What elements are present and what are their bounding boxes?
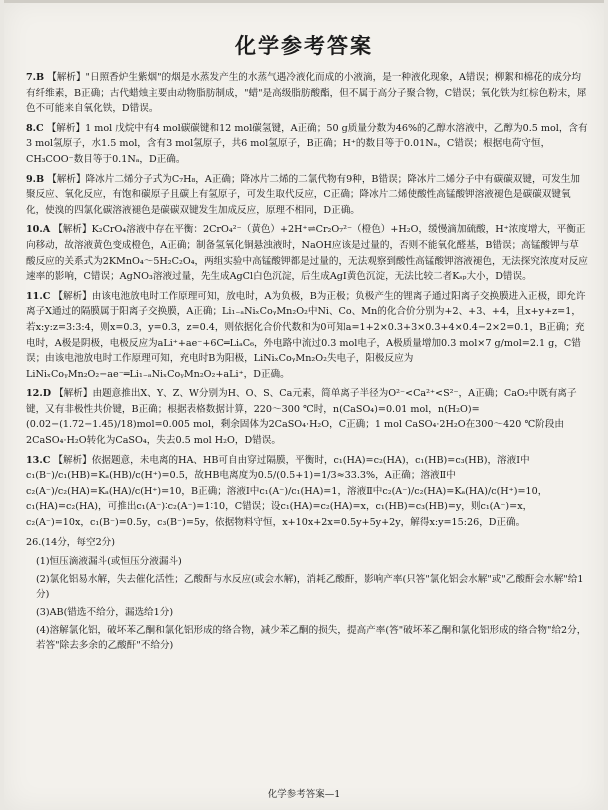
page-footer: 化学参考答案—1	[267, 789, 341, 800]
q26-subanswer: (3)AB(错选不给分，漏选给1分)	[36, 607, 174, 618]
question-number: 12.D	[26, 388, 52, 400]
answer-item	[26, 121, 588, 168]
question-number: 9.B	[26, 173, 45, 185]
question-number: 7.B	[26, 72, 45, 83]
page-title: 化学参考答案	[235, 34, 373, 58]
answer-content	[26, 70, 588, 656]
answer-text: 【解析】1 mol 戊烷中有4 mol碳碳键和12 mol碳氢键，A正确；50 g质量分数为46%的乙醇水溶液中，乙醇为0.5 mol，含有3 mol氢原子，水1.5 mol，含有3 mol氢原子，共6 mol氢原子，B正确；H⁺的数目等于0.01Nₐ，C错误；根据电荷守恒，CH₃COO⁻数目等于0.1Nₐ，D正确。	[26, 122, 588, 165]
question-number: 8.C	[26, 122, 44, 134]
answer-text: 【解析】依据题意，未电离的HA、HB可自由穿过隔膜，平衡时，c₁(HA)=c₂(HA)，c₁(HB)=c₃(HB)，溶液Ⅰ中c₁(B⁻)/c₁(HB)=Kₐ(HB)/c(H⁺)=0.5，故HB电离度为0.5/(0.5+1)=1/3≈33.3%，A正确；溶液Ⅱ中c₂(A⁻)/c₂(HA)=Kₐ(HA)/c(H⁺)=10，B正确；溶液Ⅰ中c₁(A⁻)/c₁(HA)=1，溶液Ⅱ中c₂(A⁻)/c₂(HA)=Kₐ(HA)/c(H⁺)=10，c₁(HA)=c₂(HA)，可推出c₁(A⁻)∶c₂(A⁻)=1∶10，C错误；设c₁(HA)=c₂(HA)=x，c₁(HB)=c₃(HB)=y，则c₁(A⁻)=x，c₂(A⁻)=10x，c₁(B⁻)=0.5y，c₃(B⁻)=5y，依据物料守恒，x+10x+2x=0.5y+5y+2y，解得x:y=15:26，D正确。	[26, 454, 548, 529]
answer-text: 【解析】降冰片二烯分子式为C₇H₈，A正确；降冰片二烯的二氯代物有9种，B错误；降冰片二烯分子中有碳碳双键，可发生加聚反应、氧化反应，有饱和碳原子且碳上有氢原子，可发生取代反应，C正确；降冰片二烯使酸性高锰酸钾溶液褪色是碳碳双键氧化，使溴的四氯化碳溶液褪色是碳碳双键发生加成反应，原理不相同，D正确。	[26, 173, 580, 216]
q26-subanswer: (4)溶解氯化铝，破坏苯乙酮和氯化铝形成的络合物，减少苯乙酮的损失，提高产率(答"破坏苯乙酮和氯化铝形成的络合物"给2分，若答"除去多余的乙酸酐"不给分)	[36, 624, 587, 652]
scan-top-edge	[4, 0, 604, 3]
answer-item	[26, 453, 588, 531]
answer-text: 【解析】K₂CrO₄溶液中存在平衡：2CrO₄²⁻（黄色）+2H⁺⇌Cr₂O₇²⁻（橙色）+H₂O，缓慢滴加硫酸，H⁺浓度增大，平衡正向移动，故溶液黄色变成橙色，A正确；制备氢氧化铜悬浊液时，NaOH应该是过量的，否则不能氧化醛基，B错误；高锰酸钾与草酸反应的关系式为2KMnO₄～5H₂C₂O₄，两组实验中高锰酸钾都是过量的，无法观察到酸性高锰酸钾溶液褪色，无法探究浓度对反应速率的影响，C错误；AgNO₃溶液过量，先生成AgCl白色沉淀，后生成AgI黄色沉淀，无法比较二者Kₛₚ大小，D错误。	[26, 224, 588, 283]
answer-item	[26, 70, 588, 117]
answer-text: 【解析】由题意推出X、Y、Z、W分别为H、O、S、Ca元素，简单离子半径为O²⁻<Ca²⁺<S²⁻，A正确；CaO₂中既有离子键，又有非极性共价键，B正确；根据表格数据计算，220～300 ℃时，n(CaSO₄)=0.01 mol，n(H₂O)=(0.02−(1.72−1.45)/18)mol=0.005 mol，剩余固体为2CaSO₄·H₂O，C正确；1 mol CaSO₄·2H₂O在300～420 ℃阶段由2CaSO₄·H₂O转化为CaSO₄，失去0.5 mol H₂O，D错误。	[26, 388, 577, 447]
question-number: 10.A	[26, 224, 51, 236]
answer-item	[26, 222, 588, 284]
answer-item	[26, 289, 588, 383]
question-number: 13.C	[26, 454, 51, 466]
q26-header: 26.(14分，每空2分)	[26, 536, 116, 548]
q26-subanswer: (1)恒压滴液漏斗(或恒压分液漏斗)	[36, 556, 182, 568]
answer-item	[26, 386, 588, 448]
q26-subanswer: (2)氯化铝易水解，失去催化活性；乙酸酐与水反应(或会水解)，消耗乙酸酐，影响产率(只答"氯化铝会水解"或"乙酸酐会水解"给1分)	[36, 573, 584, 601]
answer-item	[26, 172, 588, 219]
answer-sheet-page	[4, 0, 604, 810]
answer-text: 【解析】"日照香炉生紫烟"的烟是水蒸发产生的水蒸气遇冷液化而成的小液滴，是一种液化现象，A错误；柳絮和棉花的成分均有纤维素，B正确；古代蜡烛主要由动物脂肪制成，"蜡"是高级脂肪酸酯，但不属于高分子聚合物，C错误；氧化铁为红棕色粉末，犀色不可能来自氧化铁，D错误。	[26, 72, 587, 115]
question-number: 11.C	[26, 290, 51, 302]
answer-text: 【解析】由该电池放电时工作原理可知，放电时，A为负极，B为正极；负极产生的锂离子通过阳离子交换膜进入正极，即允许离子X通过的隔膜属于阳离子交换膜，A正确；Li₁₋ₐNiₓCoᵧMn₂O₂中Ni、Co、Mn的化合价分别为+2、+3、+4，且x+y+z=1，若x:y:z=3:3:4，则x=0.3，y=0.3，z=0.4，则依据化合价代数和为0可知a=1+2×0.3+3×0.3+4×0.4−2×2=0.1，B正确；充电时，A极是阴极，电极反应为aLi⁺+ae⁻+6C═LiₐC₆，外电路中流过0.3 mol电子，A极质量增加0.3 mol×7 g/mol=2.1 g，C错误；由该电池放电时工作原理可知，充电时B为阳极，LiNiₓCoᵧMn₂O₂失电子，阳极反应为LiNiₓCoᵧMn₂O₂−ae⁻═Li₁₋ₐNiₓCoᵧMn₂O₂+aLi⁺，D正确。	[26, 290, 586, 380]
